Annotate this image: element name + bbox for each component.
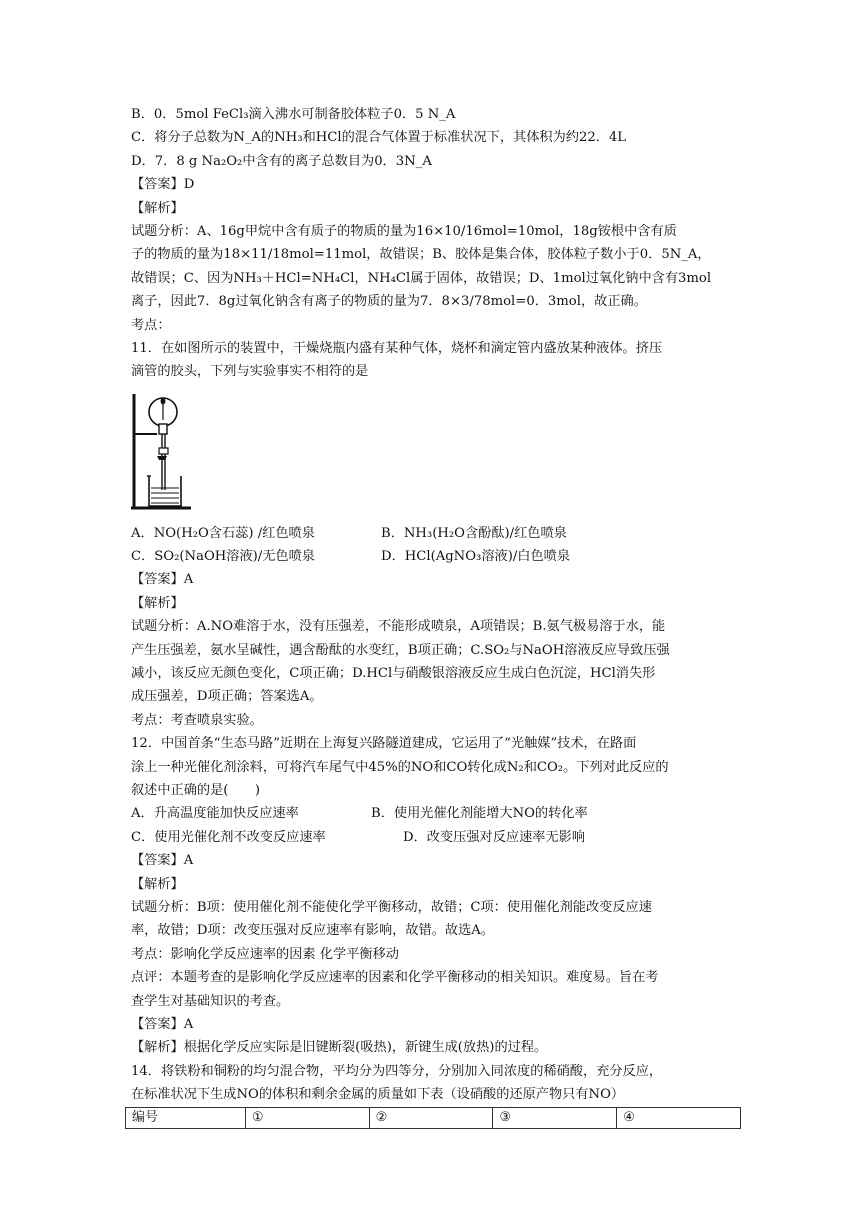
q11-options-row-2 <box>131 545 741 568</box>
q14-stem-2: 在标准状况下生成NO的体积和剩余金属的质量如下表（设硝酸的还原产物只有NO） <box>131 1087 625 1103</box>
q12-comment-2: 查学生对基础知识的考查。 <box>131 993 290 1009</box>
q12-kaodian: 考点：影响化学反应速率的因素 化学平衡移动 <box>131 946 399 962</box>
table-header-cell: 编号 <box>126 1108 246 1129</box>
q13-analysis: 【解析】根据化学反应实际是旧键断裂(吸热)，新键生成(放热)的过程。 <box>131 1040 548 1056</box>
q11-answer: 【答案】A <box>131 572 194 588</box>
table-header-cell: ④ <box>617 1108 741 1129</box>
q11-option-d: D．HCl(AgNO₃溶液)/白色喷泉 <box>381 549 571 565</box>
q11-stem-1: 11．在如图所示的装置中，干燥烧瓶内盛有某种气体，烧杯和滴定管内盛放某种液体。挤压 <box>131 340 663 356</box>
q11-option-a: A．NO(H₂O含石蕊) /红色喷泉 <box>131 525 315 541</box>
q10-option-c: C．将分子总数为N_A的NH₃和HCl的混合气体置于标准状况下，其体积为约22．4L <box>131 130 627 146</box>
q14-stem-1: 14．将铁粉和铜粉的均匀混合物，平均分为四等分，分别加入同浓度的稀硝酸，充分反应， <box>131 1063 663 1079</box>
q12-explanation-1: 试题分析：B项：使用催化剂不能使化学平衡移动，故错；C项：使用催化剂能改变反应速 <box>131 899 652 915</box>
q11-analysis-label: 【解析】 <box>131 595 184 611</box>
q12-option-a: A．升高温度能加快反应速率 <box>131 806 299 822</box>
q10-option-d: D．7．8 g Na₂O₂中含有的离子总数目为0．3N_A <box>131 153 432 169</box>
q11-kaodian: 考点：考查喷泉实验。 <box>131 712 263 728</box>
q12-options-row-1 <box>131 802 741 825</box>
q11-explanation-2: 产生压强差，氨水呈碱性，遇含酚酞的水变红，B项正确；C.SO₂与NaOH溶液反应导致压强 <box>131 642 670 658</box>
q11-options-row-1 <box>131 522 741 545</box>
q11-option-b: B．NH₃(H₂O含酚酞)/红色喷泉 <box>381 525 567 541</box>
q12-option-c: C．使用光催化剂不改变反应速率 <box>131 829 326 845</box>
q10-kaodian: 考点： <box>131 317 171 333</box>
table-header-cell: ③ <box>493 1108 617 1129</box>
q10-option-b: B．0．5mol FeCl₃滴入沸水可制备胶体粒子0．5 N_A <box>131 107 456 122</box>
q12-option-d: D．改变压强对反应速率无影响 <box>403 829 586 845</box>
table-header-cell: ① <box>245 1108 369 1129</box>
fountain-apparatus-icon <box>131 390 201 512</box>
q12-option-b: B．使用光催化剂能增大NO的转化率 <box>371 806 588 822</box>
q12-stem-3: 叙述中正确的是( ) <box>131 782 260 798</box>
q12-answer: 【答案】A <box>131 853 194 869</box>
q12-analysis-label: 【解析】 <box>131 876 184 892</box>
q12-stem-2: 涂上一种光催化剂涂料，可将汽车尾气中45%的NO和CO转化成N₂和CO₂。下列对此反应的 <box>131 759 669 775</box>
q10-answer: 【答案】D <box>131 177 195 193</box>
q13-answer: 【答案】A <box>131 1016 194 1032</box>
table-row <box>126 1108 741 1129</box>
q12-stem-1: 12．中国首条“生态马路”近期在上海复兴路隧道建成，它运用了“光触媒”技术，在路面 <box>131 736 637 752</box>
q12-comment-1: 点评：本题考查的是影响化学反应速率的因素和化学平衡移动的相关知识。难度易。旨在考 <box>131 970 659 986</box>
q10-explanation-1: 试题分析：A、16g甲烷中含有质子的物质的量为16×10/16mol=10mol，18g铵根中含有质 <box>131 223 677 239</box>
q12-explanation-2: 率，故错；D项：改变压强对反应速率有影响，故错。故选A。 <box>131 923 494 939</box>
q11-option-c: C．SO₂(NaOH溶液)/无色喷泉 <box>131 549 315 565</box>
document-page <box>131 103 741 1129</box>
q10-analysis-label: 【解析】 <box>131 200 184 216</box>
fountain-apparatus-diagram <box>131 384 741 522</box>
q11-explanation-1: 试题分析：A.NO难溶于水，没有压强差，不能形成喷泉，A项错误；B.氨气极易溶于水，能 <box>131 619 666 635</box>
table-header-cell: ② <box>369 1108 493 1129</box>
q11-explanation-3: 减小，该反应无颜色变化，C项正确；D.HCl与硝酸银溶液反应生成白色沉淀，HCl消失形 <box>131 666 656 682</box>
q11-stem-2: 滴管的胶头，下列与实验事实不相符的是 <box>131 364 369 380</box>
q10-explanation-2: 子的物质的量为18×11/18mol=11mol，故错误；B、胶体是集合体，胶体粒子数小于0．5N_A， <box>131 247 711 263</box>
q10-explanation-3: 故错误；C、因为NH₃＋HCl=NH₄Cl，NH₄Cl属于固体，故错误；D、1mol过氧化钠中含有3mol <box>131 270 712 286</box>
q14-data-table <box>125 1107 741 1129</box>
q12-options-row-2 <box>131 826 741 849</box>
q10-explanation-4: 离子，因此7．8g过氧化钠含有离子的物质的量为7．8×3/78mol=0．3mol，故正确。 <box>131 294 647 310</box>
q11-explanation-4: 成压强差，D项正确；答案选A。 <box>131 689 323 705</box>
